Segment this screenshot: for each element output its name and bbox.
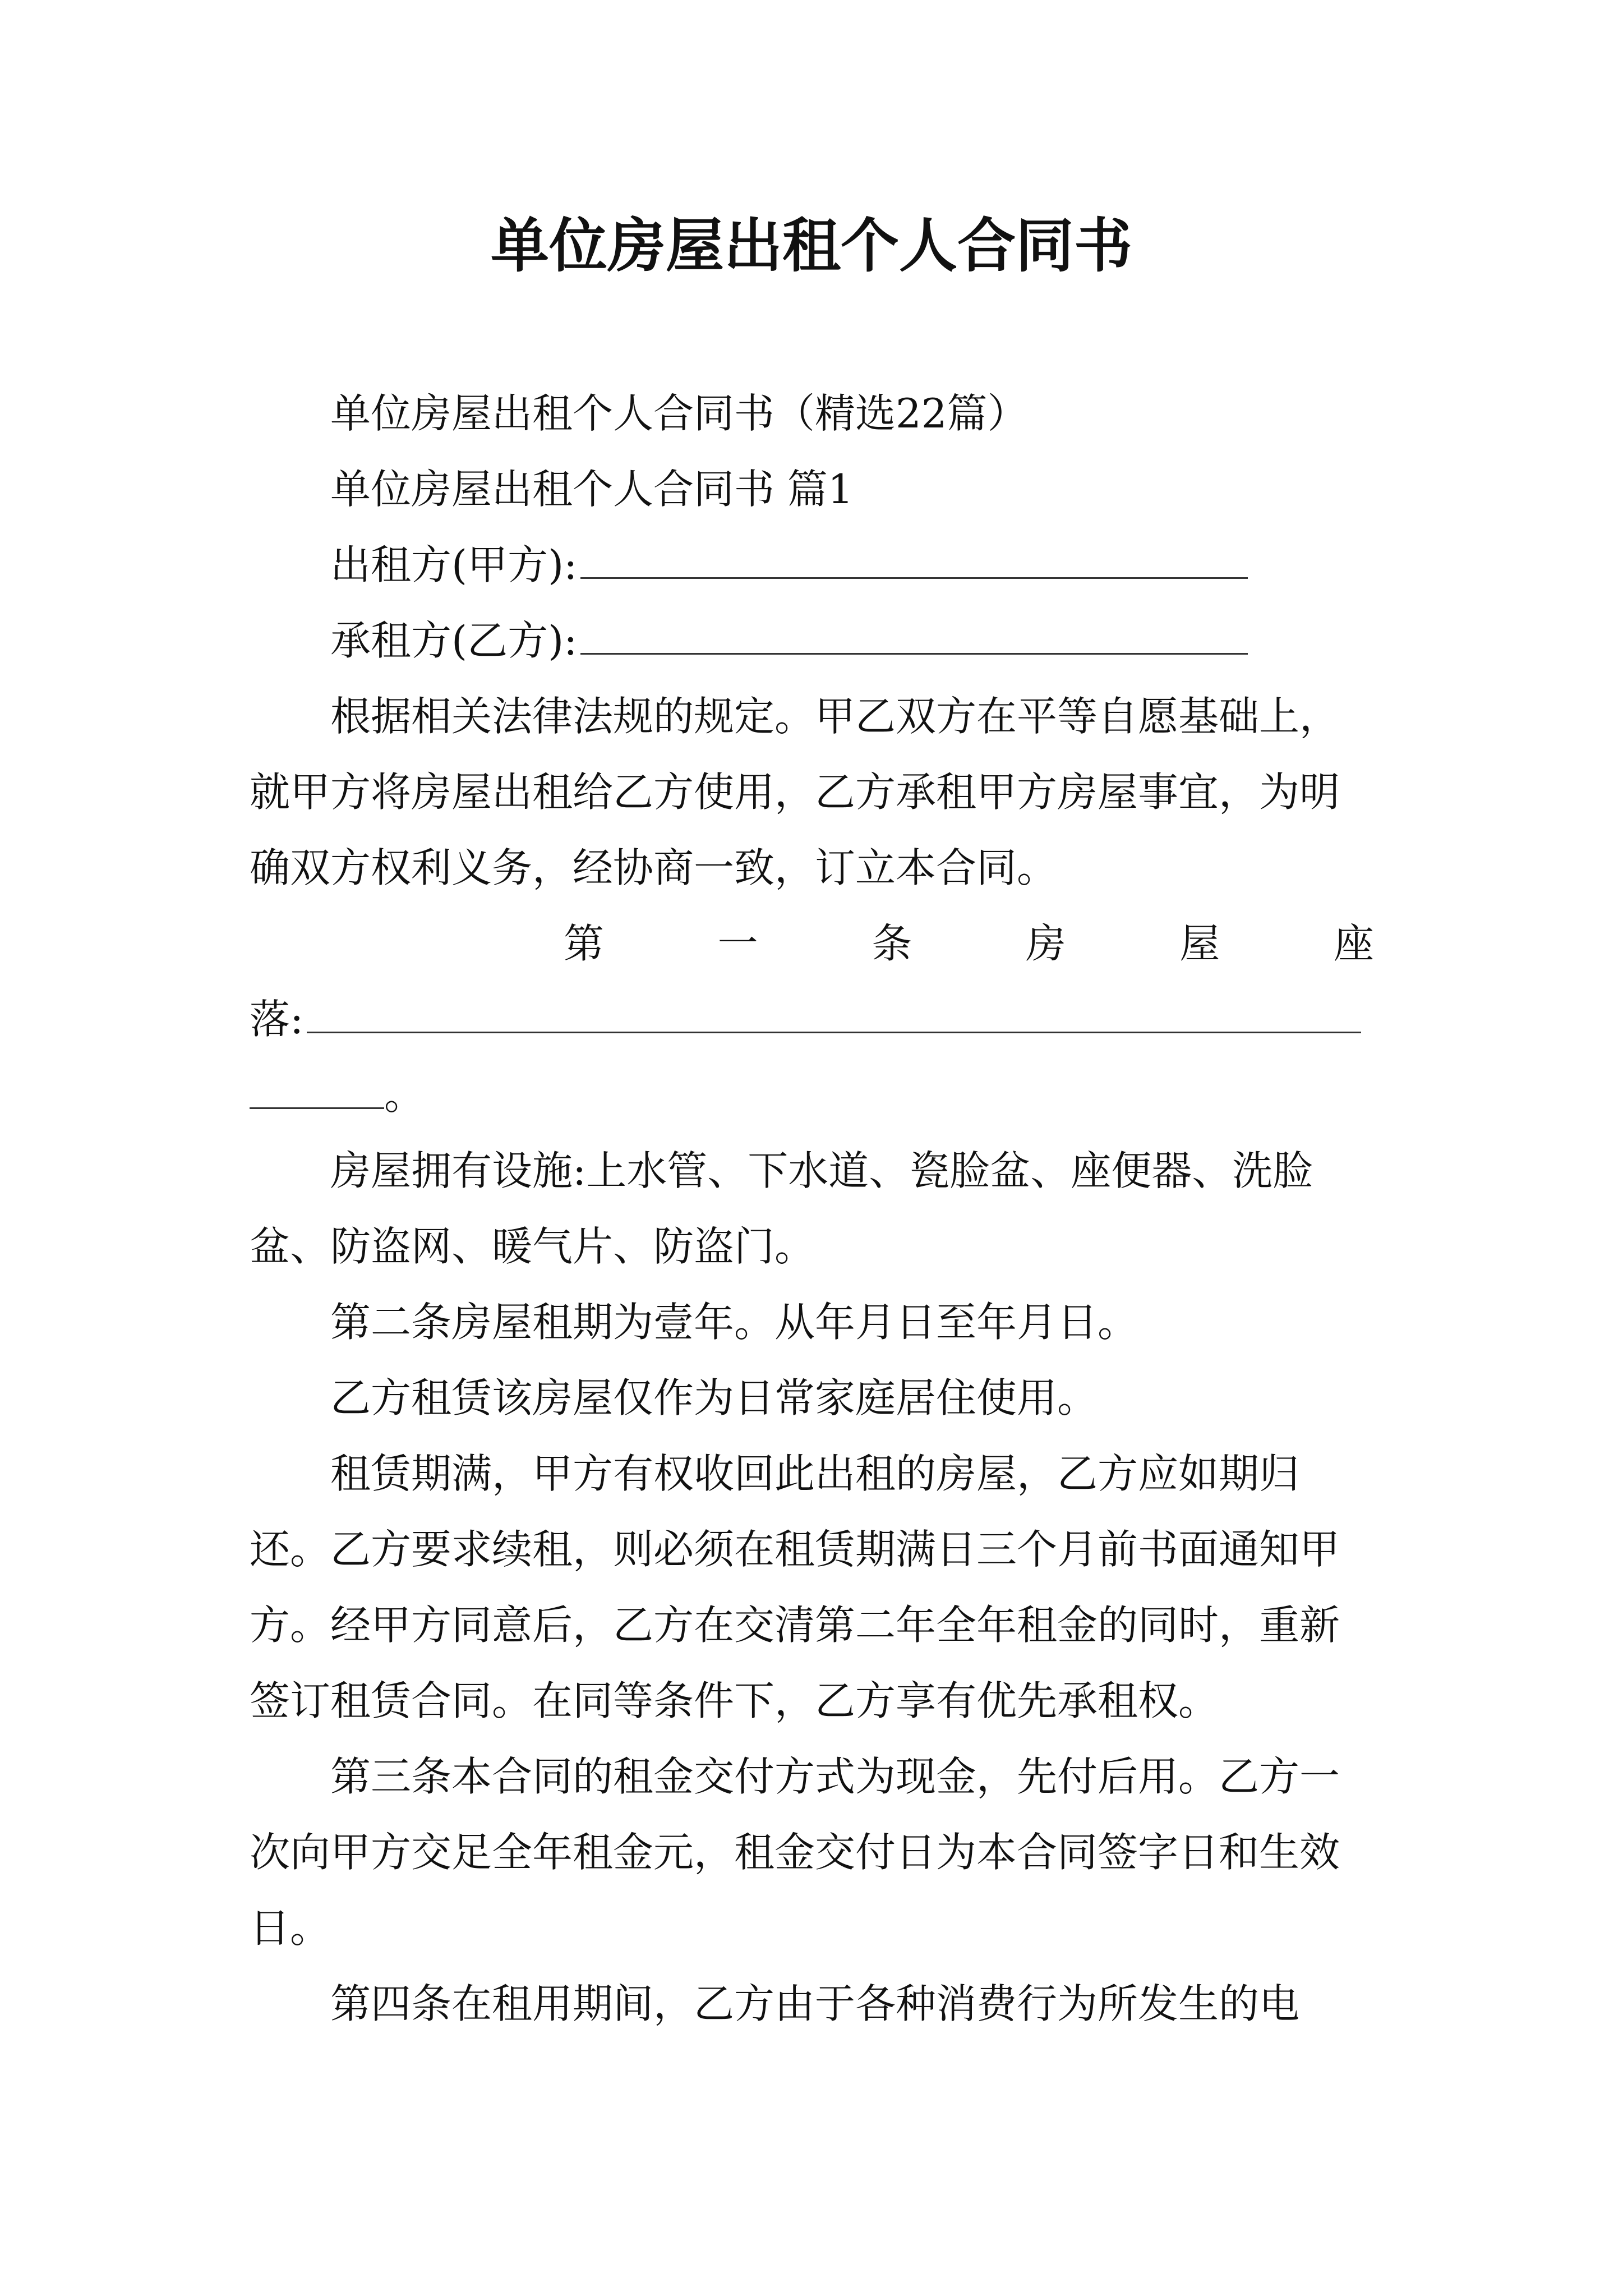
document-title: 单位房屋出租个人合同书 xyxy=(490,211,1132,280)
location-end-mark: 。 xyxy=(384,1071,425,1119)
lessor-line xyxy=(250,527,1374,603)
lessee-label: 承租方(乙方): xyxy=(330,617,578,664)
renewal-paragraph: 租赁期满，甲方有权收回此出租的房屋，乙方应如期归还。乙方要求续租，则必须在租赁期满日三个月前书面通知甲方。经甲方同意后，乙方在交清第二年全年租金的同时，重新签订租赁合同。在同等条件下，乙方享有优先承租权。 xyxy=(250,1450,1340,1724)
subtitle-line: 单位房屋出租个人合同书（精选22篇） xyxy=(330,390,1028,437)
lessee-blank xyxy=(580,614,1248,655)
article2-paragraph: 第二条房屋租期为壹年。从年月日至年月日。 xyxy=(330,1299,1138,1346)
section-heading: 单位房屋出租个人合同书 篇1 xyxy=(330,466,854,513)
article1-char: 座 xyxy=(1333,920,1374,967)
article1-char: 条 xyxy=(872,920,912,967)
facilities-paragraph: 房屋拥有设施:上水管、下水道、瓷脸盆、座便器、洗脸盆、防盗网、暖气片、防盗门。 xyxy=(250,1147,1313,1270)
article1-spread-line xyxy=(250,906,1374,982)
article3-paragraph: 第三条本合同的租金交付方式为现金，先付后用。乙方一次向甲方交足全年租金元，租金交付日为本合同签字日和生效日。 xyxy=(250,1753,1340,1952)
location-label: 落: xyxy=(250,996,304,1043)
lessor-blank xyxy=(580,538,1248,579)
article4-paragraph: 第四条在租用期间，乙方由于各种消费行为所发生的电 xyxy=(330,1980,1300,2027)
lessee-line xyxy=(250,603,1374,679)
lessor-label: 出租方(甲方): xyxy=(330,541,578,588)
article1-location-end xyxy=(250,1057,1374,1133)
document-body xyxy=(250,376,1374,2042)
article1-location-line xyxy=(250,982,1374,1057)
article1-char: 屋 xyxy=(1179,920,1220,967)
intro-paragraph: 根据相关法律法规的规定。甲乙双方在平等自愿基础上，就甲方将房屋出租给乙方使用，乙方承租甲方房屋事宜，为明确双方权利义务，经协商一致，订立本合同。 xyxy=(250,693,1340,891)
location-blank xyxy=(307,992,1361,1033)
article1-char: 第 xyxy=(564,920,605,967)
usage-paragraph: 乙方租赁该房屋仅作为日常家庭居住使用。 xyxy=(330,1374,1098,1421)
article1-char: 一 xyxy=(717,920,758,967)
article1-char: 房 xyxy=(1025,920,1066,967)
location-blank-cont xyxy=(250,1068,384,1109)
